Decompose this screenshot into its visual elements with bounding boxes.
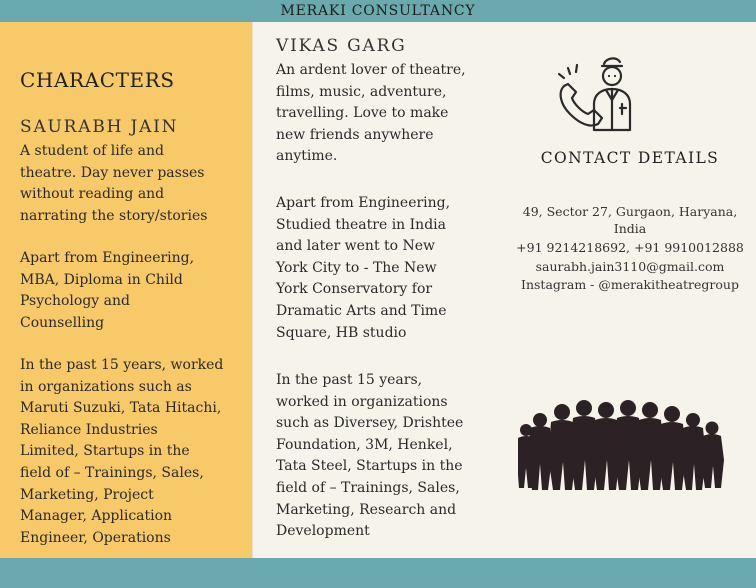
person1-experience-line: in organizations such as: [20, 378, 192, 395]
person2-education-line: York City to - The New: [276, 259, 437, 276]
person2-experience-line: such as Diversey, Drishtee: [276, 415, 464, 432]
person2-experience-line: Foundation, 3M, Henkel,: [276, 436, 453, 453]
person2-experience: [276, 370, 463, 543]
person1-experience-line: Reliance Industries: [20, 421, 158, 438]
person2-experience-line: Tata Steel, Startups in the: [276, 458, 463, 475]
person2-education-line: Square, HB studio: [276, 324, 407, 341]
contact-country: India: [613, 221, 647, 236]
person1-experience-line: Marketing, Project: [20, 486, 154, 503]
person1-education-line: Psychology and: [20, 293, 130, 310]
company-title: MERAKI CONSULTANCY: [280, 3, 476, 19]
person2-experience-line: Development: [276, 523, 370, 540]
panel-divider: [252, 22, 253, 558]
person1-experience-line: Engineer, Operations: [20, 529, 171, 546]
person2-education: [276, 193, 450, 344]
person2-experience-line: field of – Trainings, Sales,: [276, 479, 460, 496]
person1-education: [20, 248, 194, 334]
person2-education-line: Apart from Engineering,: [276, 195, 451, 211]
person2-education-line: and later went to New: [276, 238, 436, 255]
person1-bio-line: A student of life and: [20, 143, 164, 159]
person1-experience: [20, 355, 223, 549]
person1-education-line: Apart from Engineering,: [20, 250, 195, 266]
person2-experience-line: Marketing, Research and: [276, 501, 457, 518]
person1-bio-line: narrating the story/stories: [20, 207, 208, 224]
person1-bio-line: without reading and: [20, 186, 165, 203]
characters-heading: CHARACTERS: [20, 68, 175, 92]
customer-support-phone-icon: [550, 56, 636, 136]
person2-name: VIKAS GARG: [276, 36, 407, 56]
person1-bio-line: theatre. Day never passes: [20, 164, 205, 181]
person2-experience-line: In the past 15 years,: [276, 372, 423, 388]
person2-bio: [276, 60, 466, 168]
person1-bio: [20, 141, 207, 227]
person1-experience-line: field of – Trainings, Sales,: [20, 464, 204, 481]
person2-education-line: Studied theatre in India: [276, 216, 446, 233]
person2-bio-line: An ardent lover of theatre,: [276, 62, 466, 78]
person1-experience-line: Manager, Application: [20, 508, 173, 525]
person1-education-line: Counselling: [20, 314, 105, 331]
contact-address: 49, Sector 27, Gurgaon, Haryana,: [522, 204, 738, 219]
person2-bio-line: travelling. Love to make: [276, 105, 449, 122]
person2-bio-line: new friends anywhere: [276, 126, 434, 143]
person1-experience-line: Maruti Suzuki, Tata Hitachi,: [20, 400, 222, 417]
people-group-silhouette-icon: [518, 398, 728, 496]
person2-education-line: Dramatic Arts and Time: [276, 302, 447, 319]
person1-experience-line: Limited, Startups in the: [20, 443, 190, 460]
person2-education-line: York Conservatory for: [276, 281, 433, 298]
contact-heading: CONTACT DETAILS: [540, 149, 720, 167]
person2-bio-line: anytime.: [276, 148, 338, 165]
contact-email: saurabh.jain3110@gmail.com: [535, 259, 725, 274]
person2-experience-line: worked in organizations: [276, 393, 448, 410]
person1-name: SAURABH JAIN: [20, 117, 179, 137]
contact-phones: +91 9214218692, +91 9910012888: [516, 240, 744, 255]
person1-experience-line: In the past 15 years, worked: [20, 357, 224, 373]
person1-education-line: MBA, Diploma in Child: [20, 271, 183, 288]
person2-bio-line: films, music, adventure,: [276, 83, 447, 100]
footer-bar: [0, 558, 756, 588]
contact-instagram: Instagram - @merakitheatregroup: [521, 277, 739, 292]
